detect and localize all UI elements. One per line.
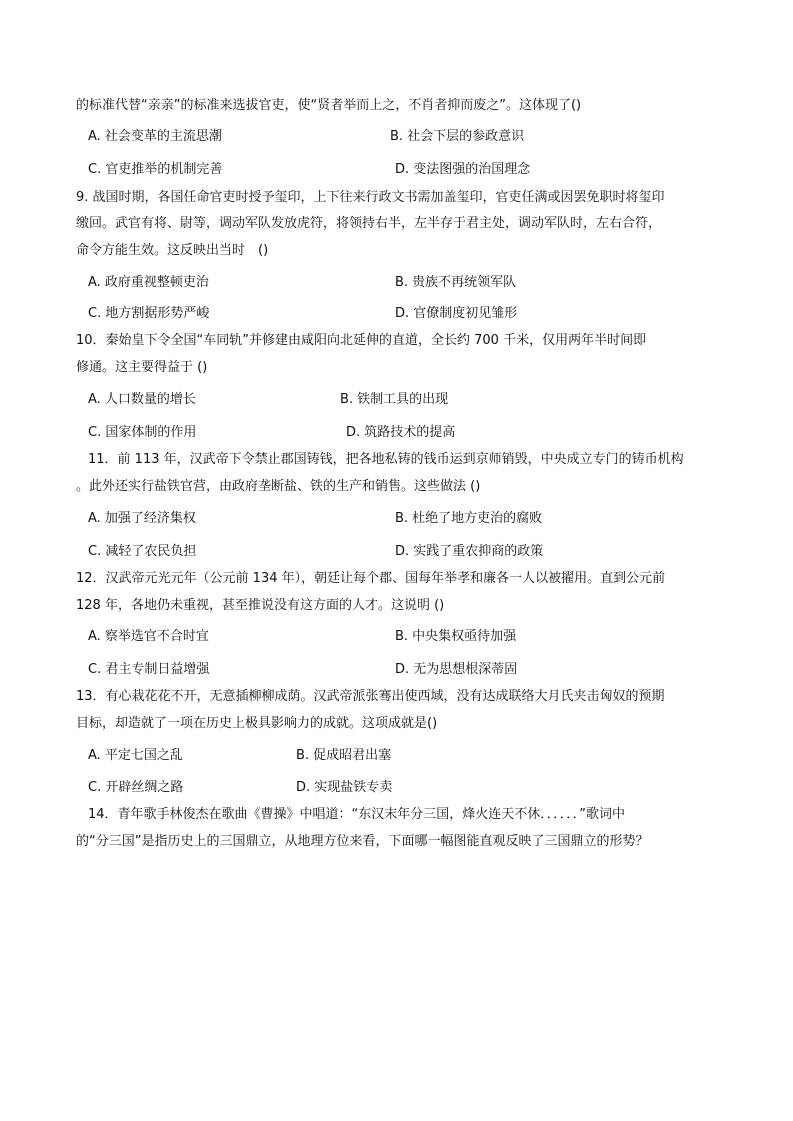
q11-stem-line-2: 。此外还实行盐铁官营，由政府垄断盐、铁的生产和销售。这些做法 () bbox=[76, 479, 481, 494]
q10-stem-line-2: 修通。这主要得益于 () bbox=[76, 360, 208, 375]
question-8-stem-end: 的标准代替“亲亲”的标准来选拔官吏，使“贤者举而上之，不肖者抑而废之”。这体现了() bbox=[76, 98, 582, 113]
q8-option-a: A. 社会变革的主流思潮 bbox=[88, 129, 222, 144]
q12-stem-line-2: 128 年，各地仍未重视，甚至推说没有这方面的人才。这说明 () bbox=[76, 598, 445, 613]
q10-option-a: A. 人口数量的增长 bbox=[88, 392, 196, 407]
q12-option-d: D. 无为思想根深蒂固 bbox=[395, 662, 518, 677]
q14-stem-line-1: 14．青年歌手林俊杰在歌曲《曹操》中唱道：“东汉末年分三国，烽火连天不休．．．．．．”歌词中 bbox=[88, 807, 626, 822]
q9-stem-line-3: 命令方能生效。这反映出当时 () bbox=[76, 243, 269, 258]
q10-option-c: C. 国家体制的作用 bbox=[88, 425, 197, 440]
q13-stem-line-2: 目标，却造就了一项在历史上极具影响力的成就。这项成就是() bbox=[76, 716, 438, 731]
q10-stem-line-1: 10．秦始皇下令全国“车同轨”并修建由咸阳向北延伸的直道，全长约 700 千米，仅用两年半时间即 bbox=[76, 333, 647, 348]
q13-option-d: D. 实现盐铁专卖 bbox=[296, 780, 393, 795]
q13-option-a: A. 平定七国之乱 bbox=[88, 748, 183, 763]
q8-option-d: D. 变法图强的治国理念 bbox=[395, 162, 531, 177]
q13-option-b: B. 促成昭君出塞 bbox=[296, 748, 392, 763]
q9-stem-line-2: 缴回。武官有将、尉等，调动军队发放虎符，将领持右半，左半存于君主处，调动军队时，左右合符， bbox=[76, 216, 662, 231]
q9-stem-line-1: 9. 战国时期，各国任命官吏时授予玺印，上下往来行政文书需加盖玺印，官吏任满或因罢免职时将玺印 bbox=[76, 190, 665, 205]
q9-option-c: C. 地方割据形势严峻 bbox=[88, 306, 210, 321]
q9-option-b: B. 贵族不再统领军队 bbox=[395, 275, 517, 290]
q12-option-c: C. 君主专制日益增强 bbox=[88, 662, 210, 677]
q12-option-b: B. 中央集权亟待加强 bbox=[395, 629, 517, 644]
q11-option-d: D. 实践了重农抑商的政策 bbox=[395, 544, 544, 559]
q12-stem-line-1: 12．汉武帝元光元年（公元前 134 年），朝廷让每个郡、国每年举孝和廉各一人以被擢用。直到公元前 bbox=[76, 571, 666, 586]
q13-stem-line-1: 13．有心栽花花不开，无意插柳柳成荫。汉武帝派张骞出使西域，没有达成联络大月氏夹击匈奴的预期 bbox=[76, 689, 665, 704]
q8-option-b: B. 社会下层的参政意识 bbox=[390, 129, 525, 144]
q9-option-a: A. 政府重视整顿吏治 bbox=[88, 275, 209, 290]
q11-option-b: B. 杜绝了地方吏治的腐败 bbox=[395, 511, 543, 526]
q10-option-d: D. 筑路技术的提高 bbox=[346, 425, 456, 440]
q11-stem-line-1: 11．前 113 年，汉武帝下令禁止郡国铸钱，把各地私铸的钱币运到京师销毁，中央成立专门的铸币机构 bbox=[88, 452, 684, 467]
q10-option-b: B. 铁制工具的出现 bbox=[340, 392, 449, 407]
q11-option-c: C. 减轻了农民负担 bbox=[88, 544, 197, 559]
q9-option-d: D. 官僚制度初见雏形 bbox=[395, 306, 518, 321]
q14-stem-line-2: 的“分三国”是指历史上的三国鼎立，从地理方位来看，下面哪一幅图能直观反映了三国鼎立的形势？ bbox=[76, 834, 649, 849]
q8-option-c: C. 官吏推举的机制完善 bbox=[88, 162, 223, 177]
q11-option-a: A. 加强了经济集权 bbox=[88, 511, 196, 526]
q12-option-a: A. 察举选官不合时宜 bbox=[88, 629, 209, 644]
q13-option-c: C. 开辟丝绸之路 bbox=[88, 780, 184, 795]
